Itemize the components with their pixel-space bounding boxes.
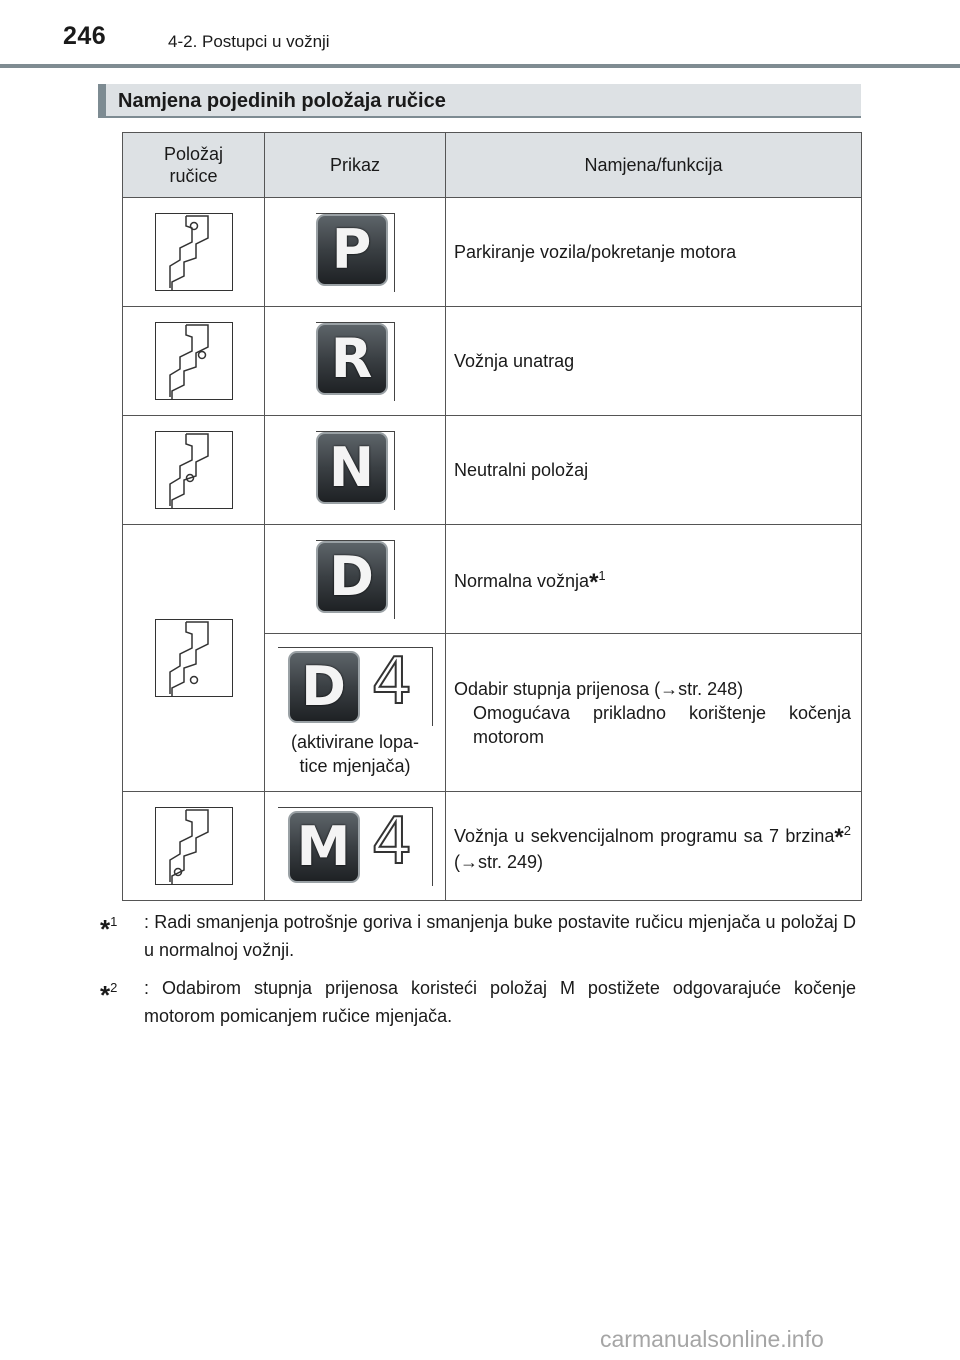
gear-badge-icon: R <box>316 322 395 401</box>
shift-gate-icon <box>155 807 233 885</box>
table-row <box>123 525 862 634</box>
function-cell: Neutralni položaj <box>446 416 862 525</box>
column-header-display: Prikaz <box>265 133 446 198</box>
function-cell: Vožnja u sekvencijalnom programu sa 7 brzina*$^2$ (→str. 249) <box>446 792 862 901</box>
table-row <box>123 198 862 307</box>
gear-badge-icon: M 4 <box>278 807 433 886</box>
shift-gate-icon <box>155 431 233 509</box>
function-cell: Odabir stupnja prijenosa (→str. 248) Omogućava prikladno korištenje kočenja motorom <box>446 634 862 792</box>
shift-gate-icon <box>155 213 233 291</box>
display-caption: (aktivirane lopa- tice mjenjača) <box>290 732 420 776</box>
chapter-title: 4-2. Postupci u vožnji <box>168 32 330 51</box>
section-header <box>98 84 861 118</box>
footnote-2: *$^2$ : Odabirom stupnja prijenosa koristeći položaj M postižete odgovarajuće kočenje motorom pomicanjem ručice mjenjača. <box>100 978 856 1026</box>
column-header-position: Položaj ručice <box>123 133 265 198</box>
function-cell: Parkiranje vozila/pokretanje motora <box>446 198 862 307</box>
gear-badge-icon: D 4 <box>278 647 433 726</box>
shift-gate-icon <box>155 619 233 697</box>
footnotes <box>100 908 856 1040</box>
section-title: Namjena pojedinih položaja ručice <box>118 90 446 112</box>
table-row <box>123 792 862 901</box>
footnote-1: *$^1$ : Radi smanjenja potrošnje goriva i smanjenja buke postavite ručicu mjenjača u položaj D u normalnoj vožnji. <box>100 912 856 960</box>
function-cell: Normalna vožnja*$^1$ <box>446 525 862 634</box>
page-number: 246 <box>63 22 107 50</box>
shift-gate-icon <box>155 322 233 400</box>
gear-badge-icon: N <box>316 431 395 510</box>
shift-positions-table <box>122 132 862 901</box>
gear-badge-icon: D <box>316 540 395 619</box>
watermark: carmanualsonline.info <box>600 1326 824 1352</box>
function-cell: Vožnja unatrag <box>446 307 862 416</box>
header-rule <box>0 64 960 68</box>
table-row <box>123 416 862 525</box>
column-header-function: Namjena/funkcija <box>446 133 862 198</box>
table-header-row <box>123 133 862 198</box>
gear-badge-icon: P <box>316 213 395 292</box>
table-row <box>123 307 862 416</box>
